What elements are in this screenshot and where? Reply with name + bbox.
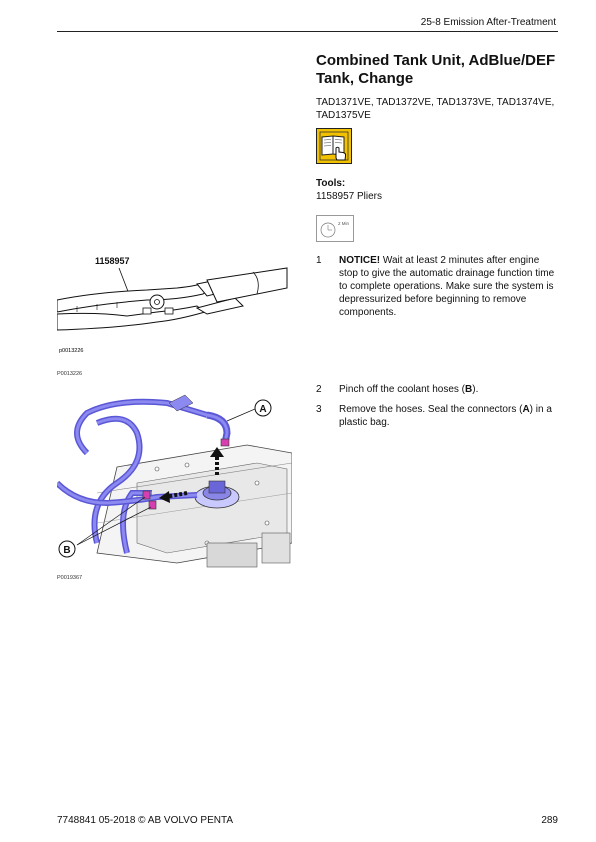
figure2-ref: P0019367 (57, 575, 83, 581)
figure1-ref-small: p0013226 (59, 348, 84, 354)
figure1-ref: P0013226 (57, 371, 83, 377)
footer-publication: 7748841 05-2018 © AB VOLVO PENTA (57, 815, 233, 826)
page-number: 289 (541, 815, 558, 826)
tools-heading: Tools: (316, 178, 346, 189)
notice-label: NOTICE! (339, 255, 381, 266)
step-1 (316, 254, 566, 318)
step-text: Wait at least 2 minutes after engine stop to give the automatic drainage function time to complete operations. Make sure the system is depressurized before beginning to remove components. (339, 255, 555, 318)
callout-a: A (259, 404, 267, 415)
clock-icon (317, 216, 353, 241)
step-2 (316, 383, 566, 397)
timer-box (316, 215, 354, 242)
open-manual-hand-icon (316, 128, 352, 164)
step-number: 2 (316, 384, 322, 395)
step-text: Remove the hoses. Seal the connectors ( (339, 404, 523, 415)
step-text: ). (472, 384, 479, 395)
tool-number-label: 1158957 (95, 256, 130, 266)
step-ref: B (465, 384, 473, 395)
figure-tank-unit (57, 393, 292, 569)
step-text: Pinch off the coolant hoses ( (339, 384, 466, 395)
callout-b: B (63, 545, 71, 556)
step-number: 3 (316, 404, 322, 415)
tool-item: 1158957 Pliers (316, 191, 382, 202)
step-ref: A (522, 404, 530, 415)
figure-pliers (57, 246, 292, 358)
header-divider (57, 31, 558, 32)
engine-models: TAD1371VE, TAD1372VE, TAD1373VE, TAD1374VE, TAD1375VE (316, 97, 555, 121)
page-title: Combined Tank Unit, AdBlue/DEF Tank, Change (316, 52, 556, 87)
step-text: ) in a plastic bag. (339, 404, 552, 428)
running-header: 25-8 Emission After-Treatment (420, 17, 556, 28)
step-3 (316, 403, 566, 431)
step-number: 1 (316, 255, 322, 266)
timer-label: 2 Min (338, 221, 350, 226)
